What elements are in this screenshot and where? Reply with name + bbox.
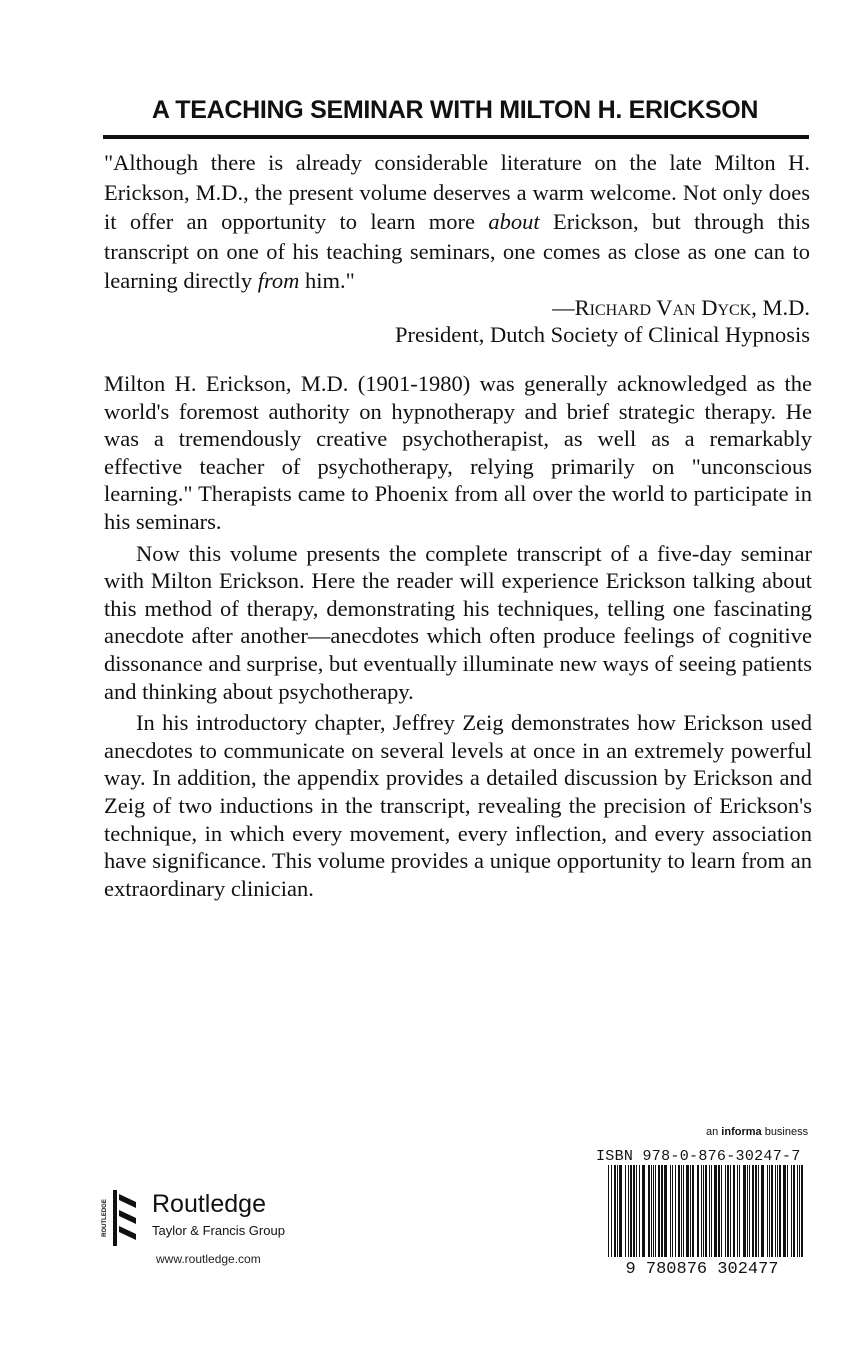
quote-text-2: Erickson, but through this transcript on one of his teaching seminars, one comes as close as one can to learning directly: [104, 209, 810, 293]
routledge-logo-icon: [100, 1188, 140, 1248]
attribution-author-suffix: , M.D.: [751, 295, 810, 320]
barcode-bar: [791, 1165, 792, 1257]
informa-suffix: business: [761, 1126, 809, 1138]
barcode-bar: [661, 1165, 663, 1257]
barcode-bar: [611, 1165, 612, 1269]
barcode-bar: [655, 1165, 656, 1257]
barcode-bar: [619, 1165, 622, 1257]
barcode-bar: [653, 1165, 654, 1257]
barcode-bar: [664, 1165, 667, 1257]
barcode-digits: 9 780876 302477: [625, 1260, 779, 1275]
barcode-bar: [752, 1165, 754, 1257]
barcode-bar: [730, 1165, 731, 1257]
barcode-bar: [721, 1165, 722, 1257]
barcode-bar: [767, 1165, 768, 1257]
book-title-heading: A TEACHING SEMINAR WITH MILTON H. ERICKSON: [151, 96, 759, 124]
barcode-bar: [658, 1165, 660, 1257]
book-description: [104, 370, 812, 906]
barcode-bar: [672, 1165, 673, 1257]
barcode-bar: [737, 1165, 738, 1257]
barcode-bar: [801, 1165, 803, 1269]
barcode-bar: [709, 1165, 710, 1257]
barcode-bars: [608, 1165, 803, 1269]
barcode-bar: [703, 1165, 704, 1269]
title-divider: [103, 135, 809, 139]
barcode-bar: [749, 1165, 750, 1257]
quote-emphasis-about: about: [488, 209, 540, 234]
barcode-bar: [701, 1165, 702, 1257]
barcode-bar: [797, 1165, 798, 1257]
publisher-name: Routledge: [152, 1190, 266, 1218]
quote-text-1: "Although there is already considerable literature on the late Milton H. Erickson, M.D., the present volume deserves a warm welcome. Not only does it offer an opportunity to learn more: [104, 150, 810, 234]
barcode-bar: [642, 1165, 645, 1257]
barcode-bar: [711, 1165, 712, 1257]
barcode-bar: [692, 1165, 694, 1257]
barcode-bar: [755, 1165, 757, 1257]
barcode-bar: [639, 1165, 640, 1257]
isbn-barcode: [594, 1165, 810, 1275]
barcode-bar: [625, 1165, 626, 1257]
barcode-bar: [714, 1165, 717, 1257]
barcode-bar: [769, 1165, 770, 1257]
barcode-bar: [651, 1165, 652, 1257]
barcode-bar: [630, 1165, 632, 1257]
informa-word: informa: [721, 1126, 762, 1138]
barcode-bar: [683, 1165, 684, 1257]
barcode-bar: [733, 1165, 735, 1257]
description-paragraph-1: Milton H. Erickson, M.D. (1901-1980) was generally acknowledged as the world's foremost authority on hypnotherapy and brief strategic therapy. He was a tremendously creative psychotherapist, as well as a remarkably effective teacher of psychotherapy, relying primarily on "unconscious learning." Therapists came to Phoenix from all over the world to participate in his seminars.: [104, 371, 812, 534]
barcode-bar: [678, 1165, 680, 1257]
quote-emphasis-from: from: [257, 268, 300, 293]
barcode-bar: [633, 1165, 635, 1257]
barcode-bar: [675, 1165, 676, 1257]
barcode-bar: [739, 1165, 740, 1257]
barcode-bar: [648, 1165, 650, 1257]
barcode-bar: [787, 1165, 788, 1257]
barcode-bar: [771, 1165, 773, 1257]
endorsement-quote: [104, 148, 810, 296]
barcode-bar: [670, 1165, 671, 1257]
barcode-bar: [761, 1165, 764, 1257]
barcode-bar: [614, 1165, 616, 1257]
barcode-bar: [783, 1165, 786, 1257]
attribution-dash: —: [552, 295, 575, 320]
informa-tagline: [706, 1126, 808, 1138]
barcode-bar: [628, 1165, 629, 1257]
isbn-label: ISBN 978-0-876-30247-7: [596, 1148, 801, 1165]
barcode-bar: [793, 1165, 795, 1257]
publisher-url[interactable]: www.routledge.com: [156, 1252, 261, 1266]
barcode-bar: [686, 1165, 689, 1257]
informa-prefix: an: [706, 1126, 722, 1138]
barcode-bar: [779, 1165, 781, 1257]
barcode-bar: [705, 1165, 707, 1269]
barcode-bar: [617, 1165, 618, 1257]
barcode-bar: [777, 1165, 778, 1257]
publisher-group: Taylor & Francis Group: [152, 1223, 285, 1238]
barcode-bar: [775, 1165, 776, 1257]
barcode-bar: [758, 1165, 759, 1257]
logo-vertical-text: ROUTLEDGE: [102, 1199, 108, 1237]
barcode-bar: [608, 1165, 609, 1269]
barcode-bar: [725, 1165, 726, 1257]
attribution-author-name: Richard Van Dyck: [574, 295, 752, 320]
barcode-bar: [799, 1165, 800, 1269]
barcode-bar: [747, 1165, 748, 1257]
barcode-bar: [727, 1165, 729, 1257]
quote-attribution: [552, 293, 810, 322]
barcode-bar: [690, 1165, 691, 1257]
quote-text-3: him.": [299, 268, 355, 293]
barcode-bar: [697, 1165, 699, 1257]
description-paragraph-3: In his introductory chapter, Jeffrey Zeig demonstrates how Erickson used anecdotes to communicate on several levels at once in an extremely powerful way. In addition, the appendix provides a detailed discussion by Erickson and Zeig of two inductions in the transcript, revealing the precision of Erickson's technique, in which every movement, every inflection, and every association have significance. This volume provides a unique opportunity to learn from an extraordinary clinician.: [104, 710, 812, 901]
barcode-bar: [718, 1165, 720, 1257]
attribution-author-title: President, Dutch Society of Clinical Hypnosis: [395, 322, 810, 347]
description-paragraph-2: Now this volume presents the complete transcript of a five-day seminar with Milton Erickson. Here the reader will experience Erickson talking about this method of therapy, demonstrating his techniques, telling one fascinating anecdote after another—anecdotes which often produce feelings of cognitive dissonance and surprise, but eventually illuminate new ways of seeing patients and thinking about psychotherapy.: [104, 540, 812, 704]
barcode-bar: [681, 1165, 682, 1257]
barcode-bar: [636, 1165, 637, 1257]
barcode-bar: [743, 1165, 746, 1257]
